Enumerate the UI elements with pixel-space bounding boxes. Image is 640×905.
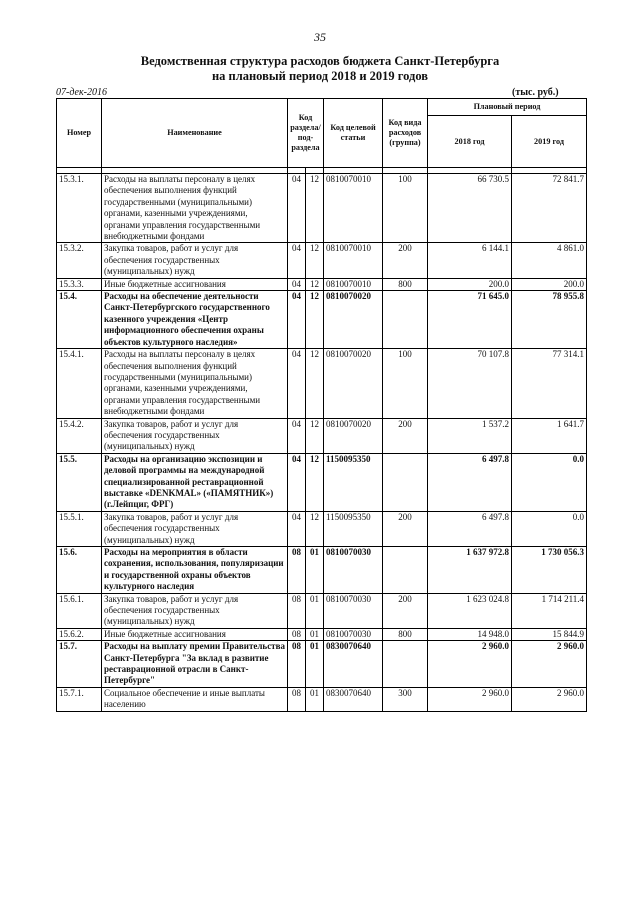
row-amount-2018: 6 497.8 [428, 511, 512, 546]
row-amount-2018: 2 960.0 [428, 687, 512, 711]
table-row [57, 641, 587, 688]
row-name: Закупка товаров, работ и услуг для обеспечения государственных (муниципальных) нужд [102, 593, 288, 628]
table-row [57, 243, 587, 278]
row-name: Расходы на обеспечение деятельности Санкт-Петербургского государственного казенного учреждения «Центр информационного обеспечения охраны объектов культурного наследия» [102, 291, 288, 349]
row-article: 0810070020 [324, 291, 383, 349]
row-name: Иные бюджетные ассигнования [102, 278, 288, 290]
row-amount-2018: 1 623 024.8 [428, 593, 512, 628]
row-article: 0830070640 [324, 641, 383, 688]
row-number: 15.4. [57, 291, 102, 349]
row-section: 04 [288, 243, 306, 278]
row-article: 1150095350 [324, 453, 383, 511]
row-subsection: 01 [306, 641, 324, 688]
row-amount-2018: 71 645.0 [428, 291, 512, 349]
row-name: Расходы на выплаты персоналу в целях обеспечения выполнения функций государственными (муниципальными) органами, казенными учреждениями, органами управления государственными внебюджетными фондами [102, 349, 288, 418]
row-section: 08 [288, 641, 306, 688]
table-body [57, 174, 587, 712]
table-row [57, 291, 587, 349]
title-line-2: на плановый период 2018 и 2019 годов [211, 69, 429, 83]
row-article: 1150095350 [324, 511, 383, 546]
row-amount-2019: 4 861.0 [512, 243, 587, 278]
row-amount-2019: 72 841.7 [512, 174, 587, 243]
row-section: 08 [288, 687, 306, 711]
row-number: 15.3.1. [57, 174, 102, 243]
row-subsection: 12 [306, 453, 324, 511]
row-number: 15.5. [57, 453, 102, 511]
header-2018: 2018 год [428, 116, 512, 168]
row-section: 04 [288, 418, 306, 453]
header-planned-period: Плановый период [428, 99, 587, 116]
row-name: Расходы на выплаты персоналу в целях обеспечения выполнения функций государственными (муниципальными) органами, казенными учреждениями, органами управления государственными внебюджетными фондами [102, 174, 288, 243]
header-name: Наименование [102, 99, 288, 168]
row-subsection: 12 [306, 291, 324, 349]
row-name: Закупка товаров, работ и услуг для обеспечения государственных (муниципальных) нужд [102, 243, 288, 278]
row-number: 15.4.1. [57, 349, 102, 418]
row-section: 04 [288, 174, 306, 243]
row-subsection: 01 [306, 593, 324, 628]
row-name: Расходы на мероприятия в области сохранения, использования, популяризации и государственной охраны объектов культурного наследия [102, 547, 288, 594]
row-section: 04 [288, 291, 306, 349]
row-amount-2019: 15 844.9 [512, 628, 587, 640]
row-expense-type [383, 453, 428, 511]
row-subsection: 12 [306, 418, 324, 453]
row-amount-2018: 6 144.1 [428, 243, 512, 278]
row-section: 08 [288, 593, 306, 628]
row-number: 15.5.1. [57, 511, 102, 546]
row-amount-2018: 1 537.2 [428, 418, 512, 453]
row-expense-type: 100 [383, 174, 428, 243]
row-amount-2019: 1 714 211.4 [512, 593, 587, 628]
row-name: Расходы на организацию экспозиции и деловой программы на международной специализированной реставрационной выставке «DENKMAL» («ПАМЯТНИК») (г.Лейпциг, ФРГ) [102, 453, 288, 511]
table-row [57, 278, 587, 290]
row-amount-2019: 2 960.0 [512, 641, 587, 688]
row-article: 0810070030 [324, 547, 383, 594]
row-expense-type [383, 641, 428, 688]
table-row [57, 418, 587, 453]
header-2019: 2019 год [512, 116, 587, 168]
row-number: 15.3.2. [57, 243, 102, 278]
row-amount-2019: 200.0 [512, 278, 587, 290]
row-amount-2018: 70 107.8 [428, 349, 512, 418]
table-row [57, 687, 587, 711]
table-row [57, 593, 587, 628]
row-number: 15.7. [57, 641, 102, 688]
row-expense-type [383, 291, 428, 349]
row-article: 0830070640 [324, 687, 383, 711]
row-amount-2018: 66 730.5 [428, 174, 512, 243]
header-number: Номер [57, 99, 102, 168]
page-number: 35 [314, 30, 326, 44]
row-expense-type: 200 [383, 511, 428, 546]
row-amount-2019: 0.0 [512, 511, 587, 546]
row-section: 04 [288, 278, 306, 290]
row-amount-2019: 78 955.8 [512, 291, 587, 349]
row-amount-2019: 1 730 056.3 [512, 547, 587, 594]
row-expense-type: 200 [383, 418, 428, 453]
budget-table [56, 98, 587, 712]
row-article: 0810070010 [324, 243, 383, 278]
row-subsection: 12 [306, 278, 324, 290]
row-subsection: 12 [306, 511, 324, 546]
row-number: 15.7.1. [57, 687, 102, 711]
row-number: 15.6. [57, 547, 102, 594]
table-row [57, 547, 587, 594]
row-expense-type: 800 [383, 278, 428, 290]
row-expense-type: 200 [383, 593, 428, 628]
row-amount-2018: 200.0 [428, 278, 512, 290]
row-amount-2019: 77 314.1 [512, 349, 587, 418]
row-article: 0810070010 [324, 174, 383, 243]
row-subsection: 12 [306, 243, 324, 278]
header-article: Код целевой статьи [324, 99, 383, 168]
row-expense-type: 200 [383, 243, 428, 278]
table-row [57, 349, 587, 418]
row-expense-type: 800 [383, 628, 428, 640]
row-section: 08 [288, 628, 306, 640]
row-subsection: 01 [306, 628, 324, 640]
row-amount-2018: 6 497.8 [428, 453, 512, 511]
units-label: (тыс. руб.) [512, 87, 559, 98]
title-line-1: Ведомственная структура расходов бюджета Санкт-Петербурга [140, 54, 500, 68]
row-section: 04 [288, 511, 306, 546]
row-article: 0810070030 [324, 593, 383, 628]
table-row [57, 628, 587, 640]
row-subsection: 12 [306, 349, 324, 418]
header-section: Код раздела/ под-раздела [288, 99, 324, 168]
row-amount-2019: 2 960.0 [512, 687, 587, 711]
document-title [0, 54, 640, 84]
table-row [57, 511, 587, 546]
document-date: 07-дек-2016 [56, 87, 107, 98]
row-section: 08 [288, 547, 306, 594]
row-expense-type [383, 547, 428, 594]
table-row [57, 453, 587, 511]
row-name: Закупка товаров, работ и услуг для обеспечения государственных (муниципальных) нужд [102, 511, 288, 546]
row-amount-2018: 2 960.0 [428, 641, 512, 688]
row-subsection: 01 [306, 547, 324, 594]
row-article: 0810070020 [324, 418, 383, 453]
row-number: 15.6.2. [57, 628, 102, 640]
row-subsection: 01 [306, 687, 324, 711]
row-amount-2018: 14 948.0 [428, 628, 512, 640]
row-article: 0810070010 [324, 278, 383, 290]
row-expense-type: 300 [383, 687, 428, 711]
row-name: Иные бюджетные ассигнования [102, 628, 288, 640]
row-subsection: 12 [306, 174, 324, 243]
row-section: 04 [288, 349, 306, 418]
row-article: 0810070030 [324, 628, 383, 640]
row-amount-2018: 1 637 972.8 [428, 547, 512, 594]
row-number: 15.4.2. [57, 418, 102, 453]
row-name: Социальное обеспечение и иные выплаты населению [102, 687, 288, 711]
row-name: Закупка товаров, работ и услуг для обеспечения государственных (муниципальных) нужд [102, 418, 288, 453]
row-number: 15.6.1. [57, 593, 102, 628]
row-number: 15.3.3. [57, 278, 102, 290]
row-section: 04 [288, 453, 306, 511]
row-name: Расходы на выплату премии Правительства Санкт-Петербурга "За вклад в развитие реставрационной отрасли в Санкт-Петербурге" [102, 641, 288, 688]
row-amount-2019: 1 641.7 [512, 418, 587, 453]
row-article: 0810070020 [324, 349, 383, 418]
header-expense-type: Код вида расходов (группа) [383, 99, 428, 168]
table-row [57, 174, 587, 243]
row-amount-2019: 0.0 [512, 453, 587, 511]
row-expense-type: 100 [383, 349, 428, 418]
